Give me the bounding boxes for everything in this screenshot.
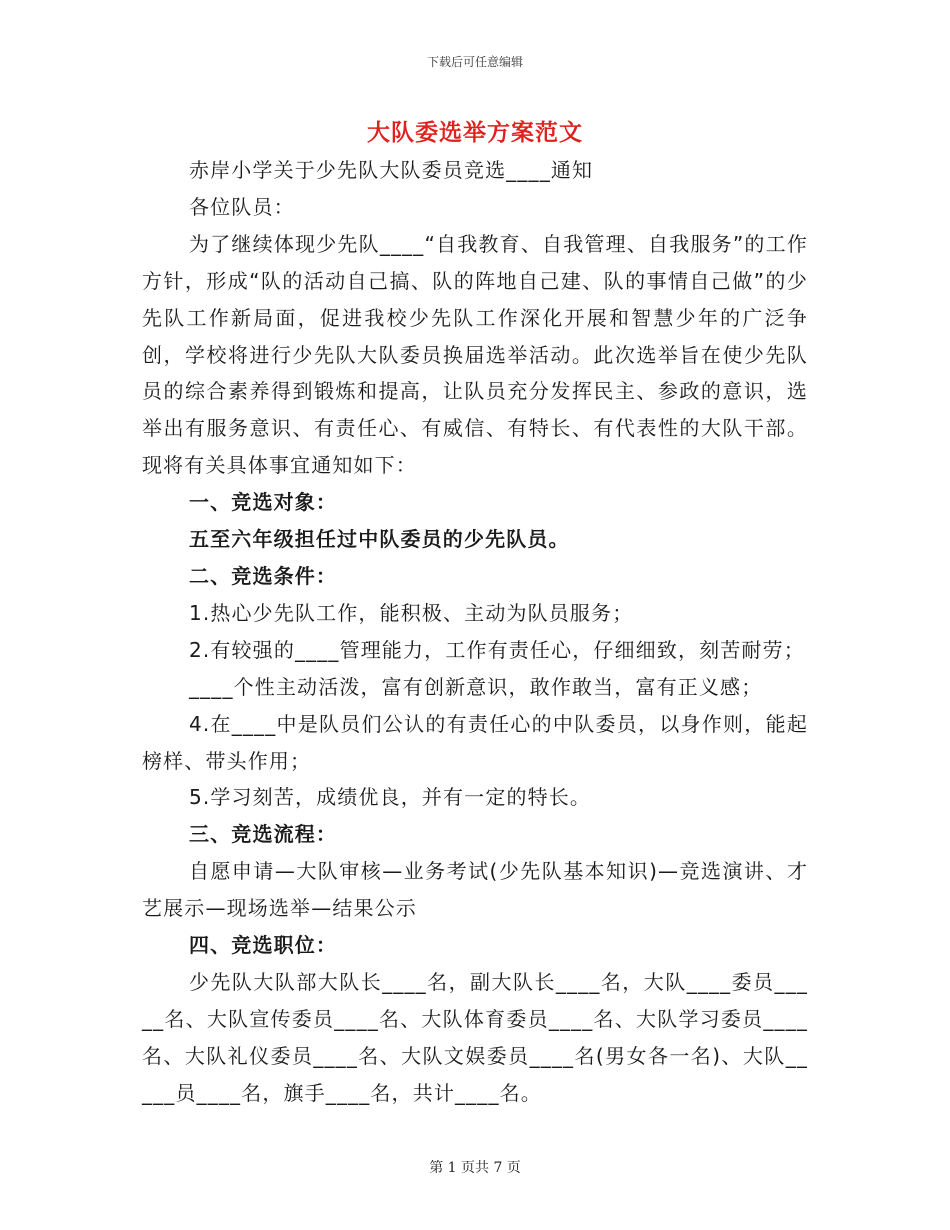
condition-item: ____个性主动活泼，富有创新意识，敢作敢当，富有正义感； — [189, 674, 763, 699]
section-heading-conditions: 二、竞选条件： — [189, 563, 338, 588]
positions-text: 少先队大队部大队长____名，副大队长____名，大队____委员_____名、大队宣传委员____名、大队体育委员____名、大队学习委员____名、大队礼仪委员____名、大队文娱委员____名(男女各一名)、大队_____员____名，旗手____名，共计____名。 — [142, 969, 808, 1105]
salutation: 各位队员： — [189, 194, 295, 219]
condition-item: 1.热心少先队工作，能积极、主动为队员服务； — [189, 600, 634, 625]
header-note: 下载后可任意编辑 — [426, 55, 523, 69]
page-footer: 第 1 页共 7 页 — [429, 1160, 521, 1176]
process-text: 自愿申请—大队审核—业务考试(少先队基本知识)—竞选演讲、才艺展示—现场选举—结果公示 — [142, 859, 808, 921]
document-title: 大队委选举方案范文 — [367, 120, 583, 146]
section-heading-process: 三、竞选流程： — [189, 822, 338, 847]
section-heading-targets: 一、竞选对象： — [189, 490, 338, 515]
section-heading-positions: 四、竞选职位： — [189, 933, 338, 958]
targets-text: 五至六年级担任过中队委员的少先队员。 — [189, 527, 570, 552]
intro-paragraph: 为了继续体现少先队____“自我教育、自我管理、自我服务”的工作方针，形成“队的活动自己搞、队的阵地自己建、队的事情自己做”的少先队工作新局面，促进我校少先队工作深化开展和智慧少年的广泛争创，学校将进行少先队大队委员换届选举活动。此次选举旨在使少先队员的综合素养得到锻炼和提高，让队员充分发挥民主、参政的意识，选举出有服务意识、有责任心、有威信、有特长、有代表性的大队干部。现将有关具体事宜通知如下： — [142, 231, 808, 478]
condition-item: 4.在____中是队员们公认的有责任心的中队委员，以身作则，能起榜样、带头作用； — [142, 711, 808, 773]
document-body — [142, 152, 808, 1112]
condition-item: 2.有较强的____管理能力，工作有责任心，仔细细致，刻苦耐劳； — [189, 637, 805, 662]
condition-item: 5.学习刻苦，成绩优良，并有一定的特长。 — [189, 785, 592, 810]
notice-heading: 赤岸小学关于少先队大队委员竞选____通知 — [189, 158, 594, 182]
